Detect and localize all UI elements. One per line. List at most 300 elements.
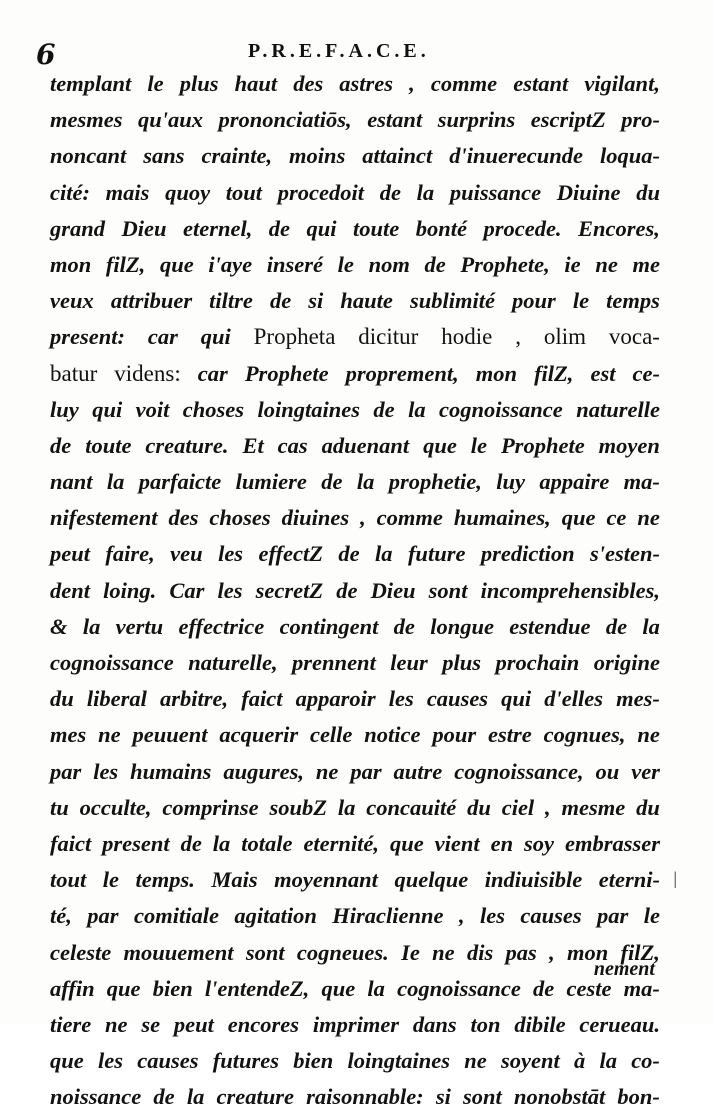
word: mon [566, 939, 609, 965]
word: que [50, 1048, 84, 1074]
word: olim [543, 324, 586, 350]
word: cognoissance [439, 396, 563, 422]
text-line [50, 175, 660, 211]
word: ne [98, 722, 121, 748]
word: eternel, [182, 215, 253, 241]
word: notice [364, 722, 421, 748]
word: veu [170, 541, 203, 567]
word: , [458, 903, 465, 929]
word: le [147, 71, 164, 96]
word: noissance [50, 1084, 142, 1110]
word: acquerir [219, 722, 299, 748]
word: des [293, 71, 324, 96]
word: haut [234, 71, 278, 96]
word: les [388, 686, 414, 712]
word: que [159, 251, 194, 277]
word: , [545, 794, 551, 820]
word: vient [434, 830, 480, 856]
word: ceste [566, 975, 612, 1001]
word: leur [390, 650, 428, 675]
word: le [337, 251, 354, 277]
word: faict [50, 830, 92, 856]
word: cogneues. [296, 939, 389, 965]
word: des [168, 505, 199, 531]
text-line [50, 862, 660, 898]
running-head: P.R.E.F.A.C.E. [248, 40, 430, 62]
word: luy [496, 469, 525, 495]
word: les [97, 1048, 123, 1074]
text-line [50, 609, 660, 645]
word: comme [430, 71, 498, 96]
word: que [423, 432, 457, 458]
word: dans [412, 1011, 457, 1037]
word: de [393, 613, 415, 639]
word: Dieu [121, 215, 167, 241]
word: Car [169, 577, 205, 603]
word: cognoissance [50, 650, 174, 675]
word: appaire [539, 469, 610, 495]
word: eterni- [598, 867, 660, 893]
text-line [50, 392, 660, 428]
word: du [50, 686, 74, 712]
word: ver [631, 758, 660, 784]
word: de [321, 469, 343, 495]
word: mon [475, 360, 518, 386]
word: futures [212, 1048, 279, 1074]
word: Ie [401, 939, 420, 965]
word: quelque [394, 867, 469, 893]
word: naturelle, [188, 650, 278, 675]
word: peut [173, 1011, 214, 1037]
word: estant [513, 71, 569, 96]
word: estre [488, 722, 532, 748]
word: sont [245, 939, 285, 965]
word: pour [512, 288, 556, 314]
text-line [50, 536, 660, 572]
word: la [356, 469, 375, 495]
word: sont [428, 577, 468, 603]
word: cas [277, 432, 308, 458]
word: creature [216, 1084, 294, 1110]
word: present [102, 830, 170, 856]
word: loingtaines [347, 1048, 450, 1074]
word: haute [340, 288, 393, 314]
word: luy [50, 396, 79, 422]
word: par [50, 758, 82, 784]
word: apparoir [295, 686, 376, 712]
word: s'esten- [589, 541, 660, 567]
word: encores [227, 1011, 299, 1037]
word: ne [315, 758, 339, 784]
word: causes [520, 903, 582, 929]
word: augures, [223, 758, 304, 784]
word: qui [306, 215, 337, 241]
word: moins [289, 143, 346, 169]
word: se [141, 1011, 161, 1037]
word: tout [50, 867, 87, 893]
word: longue [430, 613, 494, 639]
word: parfaicte [138, 469, 222, 495]
word: de [338, 541, 360, 567]
word: estant [367, 107, 423, 133]
word: pas [505, 939, 537, 965]
word: tiltre [209, 288, 253, 314]
word: ce- [632, 360, 660, 386]
word: proprement, [345, 360, 459, 386]
word: de [269, 288, 292, 314]
word: ton [470, 1011, 501, 1037]
word: concauité [366, 794, 457, 820]
word: sans [143, 143, 185, 169]
word: dis [466, 939, 494, 965]
word: té, [50, 903, 72, 929]
word: nom [368, 251, 410, 277]
word: templant [50, 71, 132, 96]
word: les [218, 541, 244, 567]
word: mais [105, 179, 150, 205]
word: dent [50, 577, 91, 603]
word: imprimer [312, 1011, 400, 1037]
word: nant [50, 469, 93, 495]
word: peuuent [132, 722, 208, 748]
word: lumiere [235, 469, 307, 495]
word: eternité, [303, 830, 380, 856]
word: que [389, 830, 424, 856]
word: incomprehensibles, [480, 577, 660, 603]
catchword: nement [593, 958, 655, 980]
word: quoy [165, 179, 211, 205]
text-line [50, 754, 660, 790]
word: puissance [449, 179, 542, 205]
word: & [50, 613, 68, 639]
word: Mais [211, 867, 258, 893]
word: de [373, 396, 395, 422]
word: Prophete [500, 432, 585, 458]
word: hodie [441, 324, 493, 350]
word: Prophete [244, 360, 329, 386]
word: , [360, 505, 366, 531]
word: filZ, [534, 360, 574, 386]
word: Propheta [253, 324, 336, 350]
word: procede. [483, 215, 562, 241]
word: loqua- [599, 143, 660, 169]
word: qui [200, 324, 231, 350]
page-number: 6 [36, 38, 56, 71]
word: prochain [495, 650, 580, 675]
word: de [379, 179, 401, 205]
word: de [180, 830, 202, 856]
word: la [82, 613, 101, 639]
word: faire, [105, 541, 155, 567]
word: tiere [50, 1011, 92, 1037]
word: naturelle [576, 396, 660, 422]
word: mes [50, 722, 87, 748]
word: par [597, 903, 629, 929]
word: les [217, 577, 243, 603]
text-line [50, 211, 660, 247]
word: astres [339, 71, 394, 96]
word: co- [631, 1048, 660, 1074]
word: celeste [50, 939, 112, 965]
word: qu'aux [138, 107, 204, 133]
word: l'entendeZ, [204, 975, 310, 1001]
text-line [50, 681, 660, 717]
margin-mark: | [673, 868, 677, 888]
word: Hiraclienne [332, 903, 444, 929]
text-line [50, 500, 660, 536]
text-line [50, 790, 660, 826]
word: sont [463, 1084, 502, 1110]
word: occulte, [79, 794, 152, 820]
word: choses [182, 396, 245, 422]
word: Diuine [556, 179, 621, 205]
word: bon- [617, 1084, 660, 1110]
word: cognoissance [397, 975, 521, 1001]
text-line [50, 283, 660, 319]
word: moyen [598, 432, 660, 458]
text-line [50, 247, 660, 283]
word: humaines, [453, 505, 551, 531]
word: cognues, [543, 722, 626, 748]
word: peut [50, 541, 91, 567]
word: crainte, [201, 143, 273, 169]
word: affin [50, 975, 95, 1001]
word: surprins [437, 107, 516, 133]
word: la [212, 830, 231, 856]
word: la [375, 541, 393, 567]
word: du [636, 794, 660, 820]
word: si [308, 288, 324, 314]
word: contingent [279, 613, 379, 639]
word: comprinse [162, 794, 259, 820]
word: attribuer [110, 288, 193, 314]
text-line [50, 935, 660, 971]
word: soubZ [269, 794, 327, 820]
word: filZ, [105, 251, 146, 277]
word: arbitre, [159, 686, 229, 712]
word: du [636, 179, 660, 205]
word: faict [241, 686, 283, 712]
word: que [106, 975, 141, 1001]
word: indiuisible [484, 867, 583, 893]
word: car [147, 324, 178, 350]
word: le [572, 288, 590, 314]
word: celle [309, 722, 353, 748]
word: filZ, [620, 939, 660, 965]
word: à [573, 1048, 586, 1074]
word: me [632, 251, 660, 277]
word: tu [50, 794, 69, 820]
body-text [50, 66, 660, 1115]
word: par [350, 758, 382, 784]
text-line [50, 898, 660, 934]
word: veux [50, 288, 94, 314]
text-line [50, 102, 660, 138]
text-line [50, 1079, 660, 1115]
text-line [50, 356, 660, 392]
word: la [416, 179, 435, 205]
word: voit [135, 396, 170, 422]
word: la [599, 1048, 617, 1074]
word: vertu [115, 613, 164, 639]
word: ne [595, 251, 618, 277]
word: inseré [266, 251, 323, 277]
word: les [479, 903, 505, 929]
word: de [268, 215, 291, 241]
text-line [50, 138, 660, 174]
word: ne [464, 1048, 487, 1074]
word: de [153, 1084, 175, 1110]
word: le [643, 903, 660, 929]
word: liberal [86, 686, 147, 712]
text-line [50, 645, 660, 681]
word: la [337, 794, 356, 820]
word: noncant [50, 143, 127, 169]
word: bonté [415, 215, 467, 241]
word: mes- [616, 686, 660, 712]
word: Et [242, 432, 264, 458]
word: toute [85, 432, 132, 458]
word: effectZ [258, 541, 323, 567]
word: Prophete, [460, 251, 550, 277]
word: comitiale [133, 903, 219, 929]
word: mesmes [50, 107, 123, 133]
word: mon [50, 251, 92, 277]
word: dicitur [358, 324, 419, 350]
word: plus [442, 650, 482, 675]
word: soyent [500, 1048, 560, 1074]
word: escriptZ [530, 107, 606, 133]
word: sublimité [409, 288, 495, 314]
word: ma- [623, 469, 660, 495]
word: par [87, 903, 119, 929]
page-header [0, 38, 713, 71]
word: bien [152, 975, 193, 1001]
word: totale [241, 830, 293, 856]
word: ou [595, 758, 620, 784]
word: effectrice [178, 613, 265, 639]
word: mouuement [123, 939, 234, 965]
word: prennent [292, 650, 376, 675]
word: du [467, 794, 491, 820]
word: la [367, 975, 385, 1001]
word: cognoissance, [454, 758, 584, 784]
word: de [424, 251, 446, 277]
word: comme [376, 505, 443, 531]
word: temps. [135, 867, 195, 893]
word: , [409, 71, 415, 96]
word: pour [432, 722, 477, 748]
word: ne [637, 722, 660, 748]
word: nifestement [50, 505, 158, 531]
text-line [50, 428, 660, 464]
word: present: [50, 324, 125, 350]
word: car [197, 360, 228, 386]
word: de [336, 577, 358, 603]
word: qui [92, 396, 123, 422]
word: raisonnable: [306, 1084, 424, 1110]
word: autre [393, 758, 443, 784]
word: soy [524, 830, 555, 856]
word: grand [50, 215, 106, 241]
word: attainct [362, 143, 433, 169]
word: d'inuerecunde [449, 143, 584, 169]
word: agitation [234, 903, 317, 929]
word: la [106, 469, 125, 495]
text-line [50, 717, 660, 753]
word: ma- [623, 975, 660, 1001]
word: future [407, 541, 466, 567]
word: en [490, 830, 514, 856]
word: temps [606, 288, 660, 314]
word: ce [606, 505, 627, 531]
word: cité: [50, 179, 90, 205]
word: , [549, 939, 555, 965]
word: dibile [514, 1011, 566, 1037]
text-line [50, 826, 660, 862]
word: pro- [621, 107, 660, 133]
word: bien [293, 1048, 334, 1074]
word: embrasser [564, 830, 660, 856]
word: voca- [608, 324, 660, 350]
text-line [50, 66, 660, 102]
word: vigilant, [584, 71, 660, 96]
word: de [605, 613, 628, 639]
text-line [50, 1043, 660, 1079]
word: ne [105, 1011, 128, 1037]
word: les [93, 758, 119, 784]
word: loing. [103, 577, 157, 603]
word: d'elles [544, 686, 604, 712]
word: toute [353, 215, 400, 241]
text-line [50, 1007, 660, 1043]
word: causes [137, 1048, 199, 1074]
word: secretZ [255, 577, 324, 603]
word: Dieu [370, 577, 416, 603]
word: Encores, [578, 215, 660, 241]
word: prononciatiōs, [218, 107, 352, 133]
word: ne [637, 505, 660, 531]
word: , [515, 324, 521, 350]
word: videns: [114, 360, 181, 386]
word: loingtaines [257, 396, 360, 422]
word: la [642, 613, 660, 639]
word: humains [130, 758, 212, 784]
word: moyennant [274, 867, 378, 893]
word: causes [426, 686, 489, 712]
word: ie [564, 251, 581, 277]
word: ciel [501, 794, 535, 820]
word: nonobstāt [513, 1084, 606, 1110]
word: prediction [480, 541, 575, 567]
word: qui [501, 686, 532, 712]
word: que [321, 975, 356, 1001]
word: diuines [281, 505, 350, 531]
word: que [561, 505, 596, 531]
word: tout [225, 179, 263, 205]
word: le [102, 867, 120, 893]
word: batur [50, 360, 98, 386]
word: origine [593, 650, 660, 675]
word: aduenant [321, 432, 410, 458]
text-line [50, 971, 660, 1007]
word: choses [209, 505, 271, 531]
word: de [50, 432, 72, 458]
word: est [590, 360, 616, 386]
text-line [50, 319, 660, 355]
word: creature. [145, 432, 229, 458]
word: ne [432, 939, 455, 965]
